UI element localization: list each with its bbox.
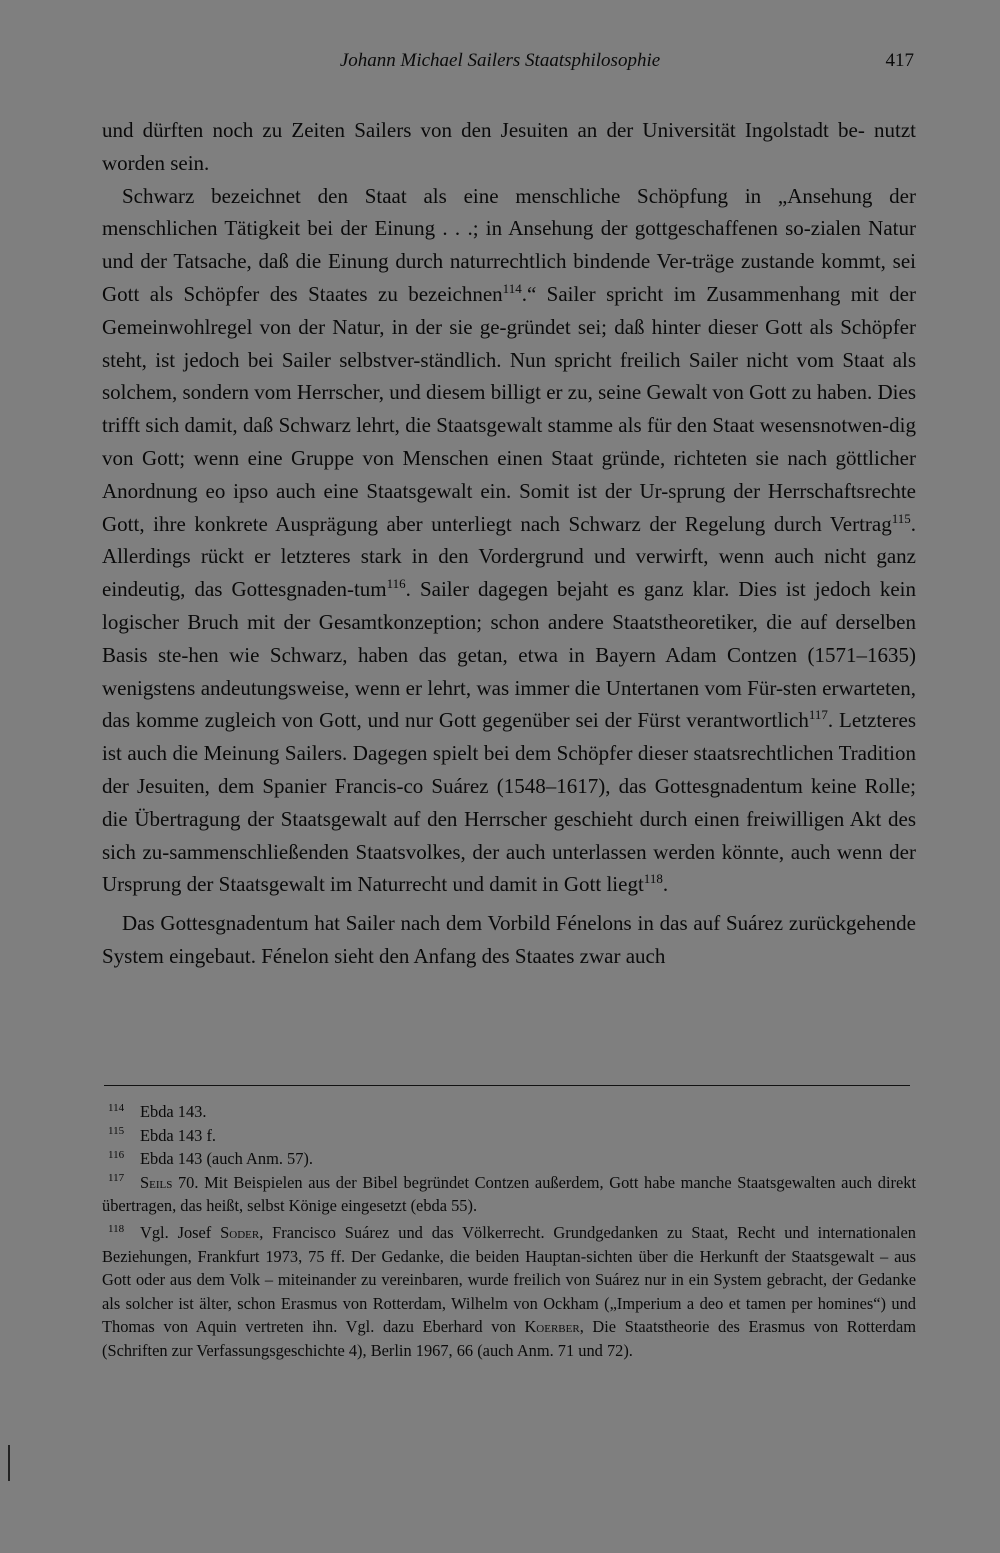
footnote-ref-115[interactable]: 115 xyxy=(891,510,911,526)
paragraph-2-text-a: Schwarz bezeichnet den Staat als eine menschliche Schöpfung in „Ansehung der menschlichen Tätigkeit bei der Einung . . .; in Ansehung der gottgeschaffenen so-zialen Natur und der Tatsache, daß die Einung durch naturrechtlich bindende Ver-träge zustande kommt, sei Gott als Schöpfer des Staates zu bezeichnen xyxy=(102,183,916,306)
paragraph-2 xyxy=(102,180,916,902)
page-number: 417 xyxy=(885,50,914,71)
paragraph-3-text: Das Gottesgnadentum hat Sailer nach dem Vorbild Fénelons in das auf Suárez zurückgehende System eingebaut. Fénelon sieht den Anfang des Staates zwar auch xyxy=(102,911,916,968)
paragraph-2-text-c: . Allerdings rückt er letzteres stark in den Vordergrund und verwirft, wenn auch nicht ganz eindeutig, das Gottesgnaden-tum xyxy=(102,511,916,602)
footnote-ref-116[interactable]: 116 xyxy=(386,576,406,592)
footnote-117: 117 Seils 70. Mit Beispielen aus der Bibel begründet Contzen außerdem, Gott habe manche Staatsgewalten auch direkt übertragen, das heißt, selbst Könige eingesetzt (ebda 55). xyxy=(102,1172,916,1216)
main-text xyxy=(102,114,916,973)
footnote-text: Ebda 143 (auch Anm. 57). xyxy=(140,1149,313,1169)
footnote-text-pre: Vgl. Josef xyxy=(140,1222,221,1242)
paragraph-2-text-b: .“ Sailer spricht im Zusammenhang mit der Gemeinwohlregel von der Natur, in der sie ge-gründet sei; daß hinter dieser Gott als Schöpfer steht, ist jedoch bei Sailer selbstver-ständlich. Nun spricht freilich Sailer nicht vom Staat als solchem, sondern vom Herrscher, und diesem billigt er zu, seine Gewalt von Gott zu haben. Dies trifft sich damit, daß Schwarz lehrt, die Staatsgewalt stamme als für den Staat wesensnotwen-dig von Gott; wenn eine Gruppe von Menschen einen Staat gründe, richteten sie nach göttlicher Anordnung eo ipso auch eine Staatsgewalt ein. Somit ist der Ur-sprung der Herrschaftsrechte Gott, ihre konkrete Ausprägung aber unterliegt nach Schwarz der Regelung durch Vertrag xyxy=(102,281,916,536)
footnote-author: Soder xyxy=(220,1222,260,1242)
paragraph-continuation xyxy=(102,114,916,180)
footnote-text: Ebda 143. xyxy=(140,1102,207,1121)
footnote-114: 114 Ebda 143. xyxy=(108,1101,207,1121)
paragraph-1-text: und dürften noch zu Zeiten Sailers von den Jesuiten an der Universität Ingolstadt be- nutzt worden sein. xyxy=(102,118,916,175)
margin-mark xyxy=(8,1445,10,1481)
footnote-ref-118[interactable]: 118 xyxy=(643,871,663,887)
footnotes xyxy=(102,1100,916,1363)
footnote-text: Ebda 143 f. xyxy=(140,1125,217,1145)
paragraph-2-text-d: . Sailer dagegen bejaht es ganz klar. Dies ist jedoch kein logischer Bruch mit der Gesamtkonzeption; schon andere Staatstheoretiker, die auf derselben Basis ste-hen wie Schwarz, haben das getan, etwa in Bayern Adam Contzen (1571–1635) wenigstens andeutungsweise, wenn er lehrt, was immer die Untertanen vom Für-sten erwarteten, das komme zugleich von Gott, und nur Gott gegenüber sei der Fürst verantwortlich xyxy=(102,577,916,733)
footnote-text-2: , Die Staatstheorie des Erasmus von Rotterdam (Schriften zur Verfassungsgeschichte 4), Berlin 1967, 66 (auch Anm. 71 und 72). xyxy=(102,1317,916,1360)
footnote-ref-117[interactable]: 117 xyxy=(808,707,828,723)
footnote-author: Seils xyxy=(140,1172,173,1192)
footnote-115: 115 Ebda 143 f. xyxy=(108,1125,217,1145)
footnote-116: 116 Ebda 143 (auch Anm. 57). xyxy=(108,1148,313,1169)
footnote-text: , Francisco Suárez und das Völkerrecht. Grundgedanken zu Staat, Recht und internationalen Beziehungen, Frankfurt 1973, 75 ff. Der Gedanke, die beiden Hauptan-sichten über die Herkunft der Staatsgewalt – aus Gott oder aus dem Volk – miteinander zu vereinbaren, wurde freilich von Suárez nur in ein System gebracht, der Gedanke als solcher ist älter, schon Erasmus von Rotterdam, Wilhelm von Ockham („Imperium a deo et tamen per homines“) und Thomas von Aquin vertreten ihn. Vgl. dazu Eberhard von xyxy=(102,1222,916,1337)
paragraph-3 xyxy=(102,907,916,973)
footnote-divider xyxy=(104,1085,910,1086)
footnote-ref-114[interactable]: 114 xyxy=(502,280,522,296)
footnote-author-2: Koerber xyxy=(524,1317,580,1337)
footnote-118: 118 Vgl. Josef Soder, Francisco Suárez und das Völkerrecht. Grundgedanken zu Staat, Recht und internationalen Beziehungen, Frankfurt 1973, 75 ff. Der Gedanke, die beiden Hauptan-sichten über die Herkunft der Staatsgewalt – aus Gott oder aus dem Volk – miteinander zu vereinbaren, wurde freilich von Suárez nur in ein System gebracht, der Gedanke als solcher ist älter, schon Erasmus von Rotterdam, Wilhelm von Ockham („Imperium a deo et tamen per homines“) und Thomas von Aquin vertreten ihn. Vgl. dazu Eberhard von Koerber, Die Staatstheorie des Erasmus von Rotterdam (Schriften zur Verfassungsgeschichte 4), Berlin 1967, 66 (auch Anm. 71 und 72). xyxy=(102,1222,916,1360)
paragraph-2-text-e: . Letzteres ist auch die Meinung Sailers. Dagegen spielt bei dem Schöpfer dieser staatsrechtlichen Tradition der Jesuiten, dem Spanier Francis-co Suárez (1548–1617), das Gottesgnadentum keine Rolle; die Übertragung der Staatsgewalt auf den Herrscher geschieht durch einen freiwilligen Akt des sich zu-sammenschließenden Staatsvolkes, der auch unterlassen werden könnte, auch wenn der Ursprung der Staatsgewalt im Naturrecht und damit in Gott liegt xyxy=(102,708,916,897)
running-header-title: Johann Michael Sailers Staatsphilosophie xyxy=(339,50,661,71)
footnote-text: 70. Mit Beispielen aus der Bibel begründet Contzen außerdem, Gott habe manche Staatsgewalten auch direkt übertragen, das heißt, selbst Könige eingesetzt (ebda 55). xyxy=(102,1172,916,1216)
paragraph-2-text-f: . xyxy=(662,872,669,897)
